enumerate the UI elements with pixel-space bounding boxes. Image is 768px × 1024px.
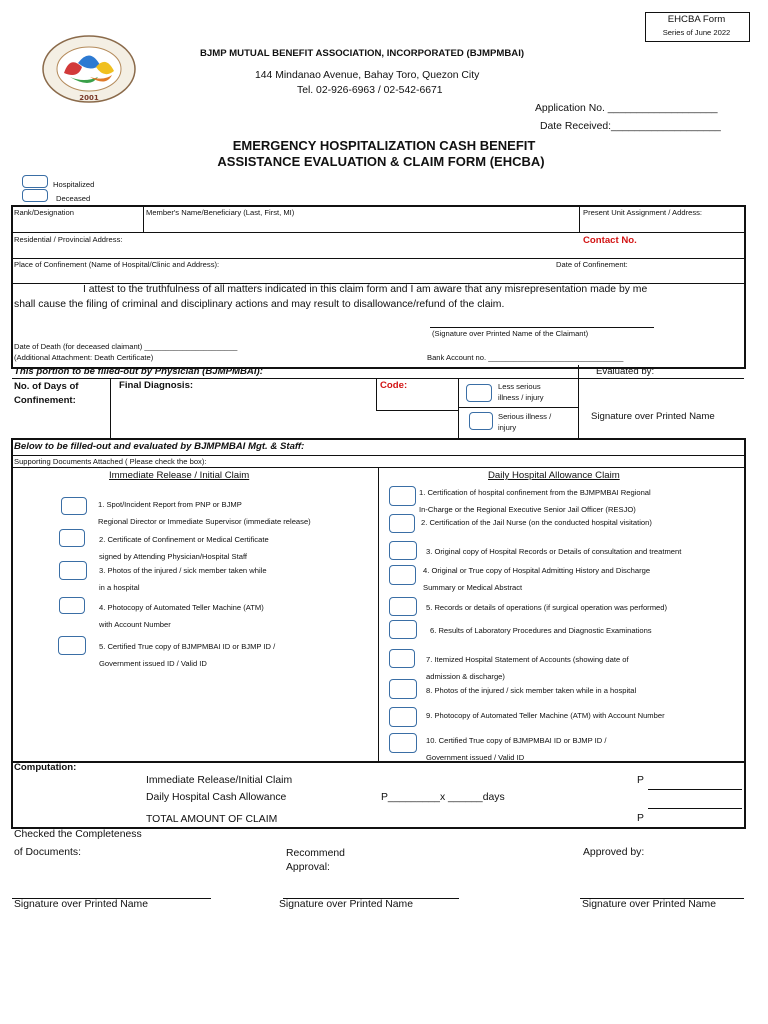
daily-doc-9-checkbox[interactable] [389, 707, 417, 727]
daily-allowance-title: Daily Hospital Allowance Claim [488, 470, 620, 481]
daily-doc-2-checkbox[interactable] [389, 514, 415, 533]
date-of-death-field[interactable]: Date of Death (for deceased claimant) ______________________ [14, 342, 238, 351]
org-name: BJMP MUTUAL BENEFIT ASSOCIATION, INCORPORATED (BJMPMBAI) [200, 48, 525, 59]
confinement-place-field[interactable]: Place of Confinement (Name of Hospital/Clinic and Address): [14, 260, 220, 269]
immediate-doc-2-checkbox[interactable] [59, 529, 85, 547]
daily-doc-6-label: 6. Results of Laboratory Procedures and Diagnostic Examinations [430, 626, 652, 635]
bank-account-field[interactable]: Bank Account no. ________________________________ [427, 353, 624, 362]
daily-doc-10-label: 10. Certified True copy of BJMPMBAI ID or BJMP ID / Government issued / Valid ID [426, 736, 607, 762]
immediate-doc-5-checkbox[interactable] [58, 636, 86, 655]
p-symbol-1: P [637, 775, 644, 786]
days-of-confinement-label: No. of Days of Confinement: [14, 381, 79, 406]
member-name-field[interactable]: Member's Name/Beneficiary (Last, First, MI) [146, 208, 295, 217]
daily-doc-4-label: 4. Original or True copy of Hospital Admitting History and Discharge Summary or Medical Abstract [423, 566, 651, 592]
computation-box [11, 759, 746, 829]
immediate-release-title: Immediate Release / Initial Claim [109, 470, 250, 481]
svg-text:2001: 2001 [79, 94, 99, 102]
death-certificate-note: (Additional Attachment: Death Certificate) [14, 353, 154, 362]
final-diagnosis-label: Final Diagnosis: [119, 380, 194, 391]
computation-label: Computation: [14, 762, 77, 773]
application-no-field[interactable]: Application No. ___________________ [535, 103, 718, 114]
immediate-doc-3-checkbox[interactable] [59, 561, 87, 580]
confinement-date-field[interactable]: Date of Confinement: [556, 260, 628, 269]
daily-doc-7-checkbox[interactable] [389, 649, 415, 668]
daily-doc-8-label: 8. Photos of the injured / sick member taken while in a hospital [426, 686, 637, 695]
evaluated-by-label: Evaluated by: [596, 366, 655, 377]
code-label: Code: [380, 380, 408, 391]
bjmp-logo [40, 33, 138, 105]
immediate-release-amount-label: Immediate Release/Initial Claim [146, 775, 293, 786]
evaluator-signature-caption: Signature over Printed Name [591, 411, 715, 422]
immediate-amount-line[interactable] [648, 789, 742, 790]
recommend-label: Recommend Approval: [286, 848, 345, 873]
daily-doc-8-checkbox[interactable] [389, 679, 417, 699]
claimant-signature-caption: (Signature over Printed Name of the Claimant) [432, 329, 589, 338]
unit-assignment-field[interactable]: Present Unit Assignment / Address: [583, 208, 703, 217]
daily-doc-3-checkbox[interactable] [389, 541, 417, 560]
immediate-doc-1-checkbox[interactable] [61, 497, 87, 515]
immediate-doc-4-label: 4. Photocopy of Automated Teller Machine (ATM) with Account Number [99, 603, 264, 629]
of-documents-label: of Documents: [14, 847, 81, 858]
immediate-doc-1-label: 1. Spot/Incident Report from PNP or BJMP Regional Director or Immediate Supervisor (immediate release) [98, 500, 311, 526]
form-title-line2: ASSISTANCE EVALUATION & CLAIM FORM (EHCBA) [217, 154, 545, 169]
hospitalized-checkbox[interactable] [22, 175, 48, 188]
immediate-doc-2-label: 2. Certificate of Confinement or Medical Certificate signed by Attending Physician/Hospital Staff [99, 535, 269, 561]
rank-field[interactable]: Rank/Designation [14, 208, 74, 217]
daily-doc-10-checkbox[interactable] [389, 733, 417, 753]
p-symbol-2: P [637, 813, 644, 824]
daily-doc-3-label: 3. Original copy of Hospital Records or Details of consultation and treatment [426, 547, 682, 556]
total-claim-label: TOTAL AMOUNT OF CLAIM [146, 814, 278, 825]
supporting-docs-label: Supporting Documents Attached ( Please check the box): [14, 457, 207, 466]
serious-illness-label: Serious illness / injury [498, 412, 552, 432]
physician-section-heading: This portion to be filled-out by Physician (BJMPMBAI): [14, 366, 263, 377]
attestation-line1: I attest to the truthfulness of all matters indicated in this claim form and I am aware that any misrepresentation made by me [83, 284, 648, 295]
management-section-heading: Below to be filled-out and evaluated by BJMPMBAI Mgt. & Staff: [14, 441, 305, 452]
daily-doc-9-label: 9. Photocopy of Automated Teller Machine (ATM) with Account Number [426, 711, 665, 720]
deceased-label: Deceased [56, 194, 91, 203]
checked-completeness-label: Checked the Completeness [14, 829, 142, 840]
daily-doc-6-checkbox[interactable] [389, 620, 417, 639]
daily-doc-5-label: 5. Records or details of operations (if surgical operation was performed) [426, 603, 668, 612]
claimant-signature-line[interactable] [430, 327, 654, 328]
recommender-signature-caption: Signature over Printed Name [279, 899, 413, 910]
checker-signature-caption: Signature over Printed Name [14, 899, 148, 910]
daily-doc-1-checkbox[interactable] [389, 486, 416, 506]
immediate-doc-3-label: 3. Photos of the injured / sick member taken while in a hospital [99, 566, 267, 592]
deceased-checkbox[interactable] [22, 189, 48, 202]
hospitalized-label: Hospitalized [53, 180, 95, 189]
residential-address-field[interactable]: Residential / Provincial Address: [14, 235, 123, 244]
immediate-doc-4-checkbox[interactable] [59, 597, 85, 614]
immediate-doc-5-label: 5. Certified True copy of BJMPMBAI ID or BJMP ID / Government issued ID / Valid ID [99, 642, 276, 668]
less-serious-checkbox[interactable] [466, 384, 492, 402]
serious-illness-checkbox[interactable] [469, 412, 493, 430]
daily-doc-5-checkbox[interactable] [389, 597, 417, 616]
form-title-line1: EMERGENCY HOSPITALIZATION CASH BENEFIT [232, 138, 536, 153]
form-tag-name: EHCBA Form [667, 14, 726, 25]
approver-signature-caption: Signature over Printed Name [582, 899, 716, 910]
daily-doc-1-label: 1. Certification of hospital confinement from the BJMPMBAI Regional In-Charge or the Regional Executive Senior Jail Officer (RESJO) [419, 488, 651, 514]
daily-doc-4-checkbox[interactable] [389, 565, 416, 585]
org-tel: Tel. 02-926-6963 / 02-542-6671 [297, 85, 443, 96]
daily-allowance-formula[interactable]: P_________x ______days [381, 792, 505, 803]
less-serious-label: Less serious illness / injury [498, 382, 544, 402]
attestation-line2: shall cause the filing of criminal and disciplinary actions and may result to disallowance/refund of the claim. [14, 299, 505, 310]
date-received-field[interactable]: Date Received:___________________ [540, 121, 721, 132]
daily-amount-line[interactable] [648, 808, 742, 809]
daily-doc-7-label: 7. Itemized Hospital Statement of Accounts (showing date of admission & discharge) [426, 655, 629, 681]
approved-by-label: Approved by: [583, 847, 645, 858]
daily-allowance-amount-label: Daily Hospital Cash Allowance [146, 792, 287, 803]
org-address: 144 Mindanao Avenue, Bahay Toro, Quezon City [255, 70, 480, 81]
daily-doc-2-label: 2. Certification of the Jail Nurse (on the conducted hospital visitation) [421, 518, 652, 527]
form-tag-series: Series of June 2022 [662, 28, 731, 37]
contact-no-field[interactable]: Contact No. [583, 235, 637, 246]
